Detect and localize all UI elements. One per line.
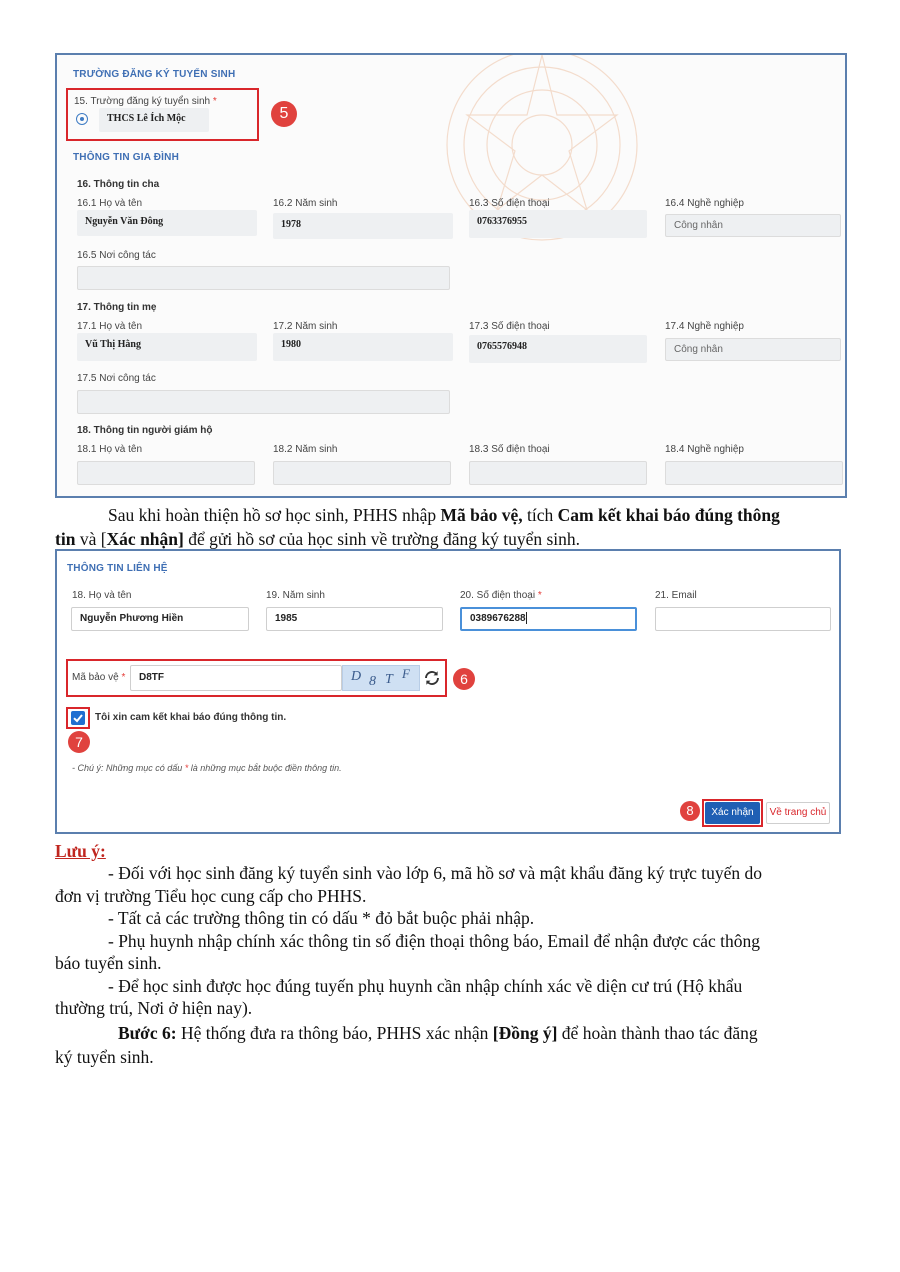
father-job-input[interactable]: Công nhân (665, 214, 841, 237)
step-badge-6: 6 (453, 668, 475, 690)
required-note (72, 763, 342, 773)
father-phone-input[interactable]: 0763376955 (469, 210, 647, 238)
guardian-year-input[interactable] (273, 461, 451, 485)
instruction-text-1b: Mã bảo vệ, (440, 505, 523, 525)
captcha-char-2: 8 (369, 674, 376, 689)
step-badge-5: 5 (271, 101, 297, 127)
instruction-line-2 (55, 528, 580, 550)
instruction-text-1c: tích (522, 505, 558, 525)
instruction-text-2d: để gửi hồ sơ của học sinh về trường đăng ký tuyển sinh. (183, 529, 581, 549)
registration-form-screenshot (55, 53, 847, 498)
refresh-icon[interactable] (423, 669, 441, 687)
father-year-input[interactable]: 1978 (273, 213, 453, 239)
contact-phone-input[interactable] (460, 607, 637, 631)
step-6-text-d: để hoàn thành thao tác đăng (557, 1023, 758, 1043)
father-job-label: 16.4 Nghề nghiệp (665, 198, 744, 209)
mother-phone-input[interactable]: 0765576948 (469, 335, 647, 363)
school-value[interactable]: THCS Lê Ích Mộc (99, 108, 209, 132)
required-note-text-b: là những mục bắt buộc điền thông tin. (188, 763, 342, 773)
guardian-title: 18. Thông tin người giám hộ (77, 425, 213, 436)
mother-title: 17. Thông tin mẹ (77, 302, 157, 313)
note-1-line-2: đơn vị trường Tiểu học cung cấp cho PHHS. (55, 886, 367, 906)
instruction-text-1a: Sau khi hoàn thiện hồ sơ học sinh, PHHS nhập (108, 505, 441, 525)
mother-work-label: 17.5 Nơi công tác (77, 373, 156, 384)
instruction-text-2a: tin (55, 529, 76, 549)
instruction-line-1 (108, 504, 780, 526)
contact-name-input[interactable]: Nguyễn Phương Hiền (71, 607, 249, 631)
guardian-phone-label: 18.3 Số điện thoại (469, 444, 550, 455)
note-4-line-1: - Để học sinh được học đúng tuyến phụ huynh cần nhập chính xác về diện cư trú (Hộ khẩu (108, 976, 743, 996)
checkmark-icon (71, 711, 85, 725)
mother-name-input[interactable]: Vũ Thị Hằng (77, 333, 257, 361)
mother-year-label: 17.2 Năm sinh (273, 321, 338, 332)
step-6-text-b: Hệ thống đưa ra thông báo, PHHS xác nhận (176, 1023, 493, 1043)
school-label (74, 96, 217, 107)
school-radio[interactable] (76, 113, 88, 125)
mother-name-label: 17.1 Họ và tên (77, 321, 143, 332)
note-1-line-1: - Đối với học sinh đăng ký tuyển sinh vào lớp 6, mã hồ sơ và mật khẩu đăng ký trực tuyến do (108, 863, 763, 883)
father-name-label: 16.1 Họ và tên (77, 198, 143, 209)
father-name-input[interactable]: Nguyễn Văn Đông (77, 210, 257, 236)
captcha-char-3: T (385, 672, 393, 687)
contact-form-screenshot (55, 549, 841, 834)
school-label-text: 15. Trường đăng ký tuyển sinh (74, 96, 211, 107)
guardian-name-label: 18.1 Họ và tên (77, 444, 143, 455)
step-badge-7: 7 (68, 731, 90, 753)
captcha-image (342, 665, 420, 691)
captcha-char-4: F (402, 666, 410, 681)
contact-phone-label-text: 20. Số điện thoại (460, 590, 536, 601)
required-mark: * (121, 672, 126, 683)
contact-name-label: 18. Họ và tên (72, 590, 132, 601)
mother-year-input[interactable]: 1980 (273, 333, 453, 361)
contact-email-input[interactable] (655, 607, 831, 631)
family-section-title: THÔNG TIN GIA ĐÌNH (73, 152, 180, 163)
step-6-line-1 (118, 1022, 758, 1044)
father-year-label: 16.2 Năm sinh (273, 198, 338, 209)
confirm-button[interactable]: Xác nhận (705, 802, 760, 824)
step-6-text-c: [Đồng ý] (492, 1023, 558, 1043)
contact-section-title: THÔNG TIN LIÊN HỆ (67, 563, 168, 574)
step-6-line-2: ký tuyển sinh. (55, 1047, 154, 1067)
captcha-label (72, 672, 125, 683)
text-cursor (526, 612, 527, 624)
mother-job-input[interactable]: Công nhân (665, 338, 841, 361)
father-work-label: 16.5 Nơi công tác (77, 250, 156, 261)
guardian-year-label: 18.2 Năm sinh (273, 444, 338, 455)
captcha-input[interactable]: D8TF (130, 665, 342, 691)
contact-year-input[interactable]: 1985 (266, 607, 443, 631)
captcha-label-text: Mã bảo vệ (72, 672, 119, 683)
school-radio-dot (80, 117, 84, 121)
guardian-job-label: 18.4 Nghề nghiệp (665, 444, 744, 455)
mother-work-input[interactable] (77, 390, 450, 414)
guardian-name-input[interactable] (77, 461, 255, 485)
contact-phone-value: 0389676288 (470, 613, 526, 624)
captcha-char-1: D (351, 669, 362, 684)
mother-phone-label: 17.3 Số điện thoại (469, 321, 550, 332)
contact-phone-label (460, 590, 542, 601)
instruction-text-1d: Cam kết khai báo đúng thông (557, 505, 780, 525)
commit-checkbox[interactable] (71, 711, 85, 725)
guardian-phone-input[interactable] (469, 461, 647, 485)
step-badge-8: 8 (680, 801, 700, 821)
instruction-text-2b: và [ (75, 529, 107, 549)
required-mark: * (212, 96, 217, 107)
father-title: 16. Thông tin cha (77, 179, 160, 190)
note-2: - Tất cả các trường thông tin có dấu * đỏ bắt buộc phải nhập. (108, 908, 535, 928)
home-button[interactable]: Về trang chủ (766, 802, 830, 824)
note-3-line-1: - Phụ huynh nhập chính xác thông tin số điện thoại thông báo, Email để nhận được các thông (108, 931, 761, 951)
father-phone-label: 16.3 Số điện thoại (469, 198, 550, 209)
step-6-label: Bước 6: (118, 1023, 177, 1043)
note-3-line-2: báo tuyển sinh. (55, 953, 162, 973)
required-mark: * (537, 590, 542, 601)
note-4-line-2: thường trú, Nơi ở hiện nay). (55, 998, 253, 1018)
contact-year-label: 19. Năm sinh (266, 590, 325, 601)
required-note-star: * (184, 763, 189, 773)
father-work-input[interactable] (77, 266, 450, 290)
contact-email-label: 21. Email (655, 590, 697, 601)
guardian-job-input[interactable] (665, 461, 843, 485)
notes-heading: Lưu ý: (55, 841, 106, 861)
required-note-text-a: - Chú ý: Những mục có dấu (72, 763, 185, 773)
commit-text: Tôi xin cam kết khai báo đúng thông tin. (95, 712, 287, 723)
school-section-title: TRƯỜNG ĐĂNG KÝ TUYỂN SINH (73, 69, 236, 80)
mother-job-label: 17.4 Nghề nghiệp (665, 321, 744, 332)
instruction-text-2c: Xác nhận] (106, 529, 184, 549)
